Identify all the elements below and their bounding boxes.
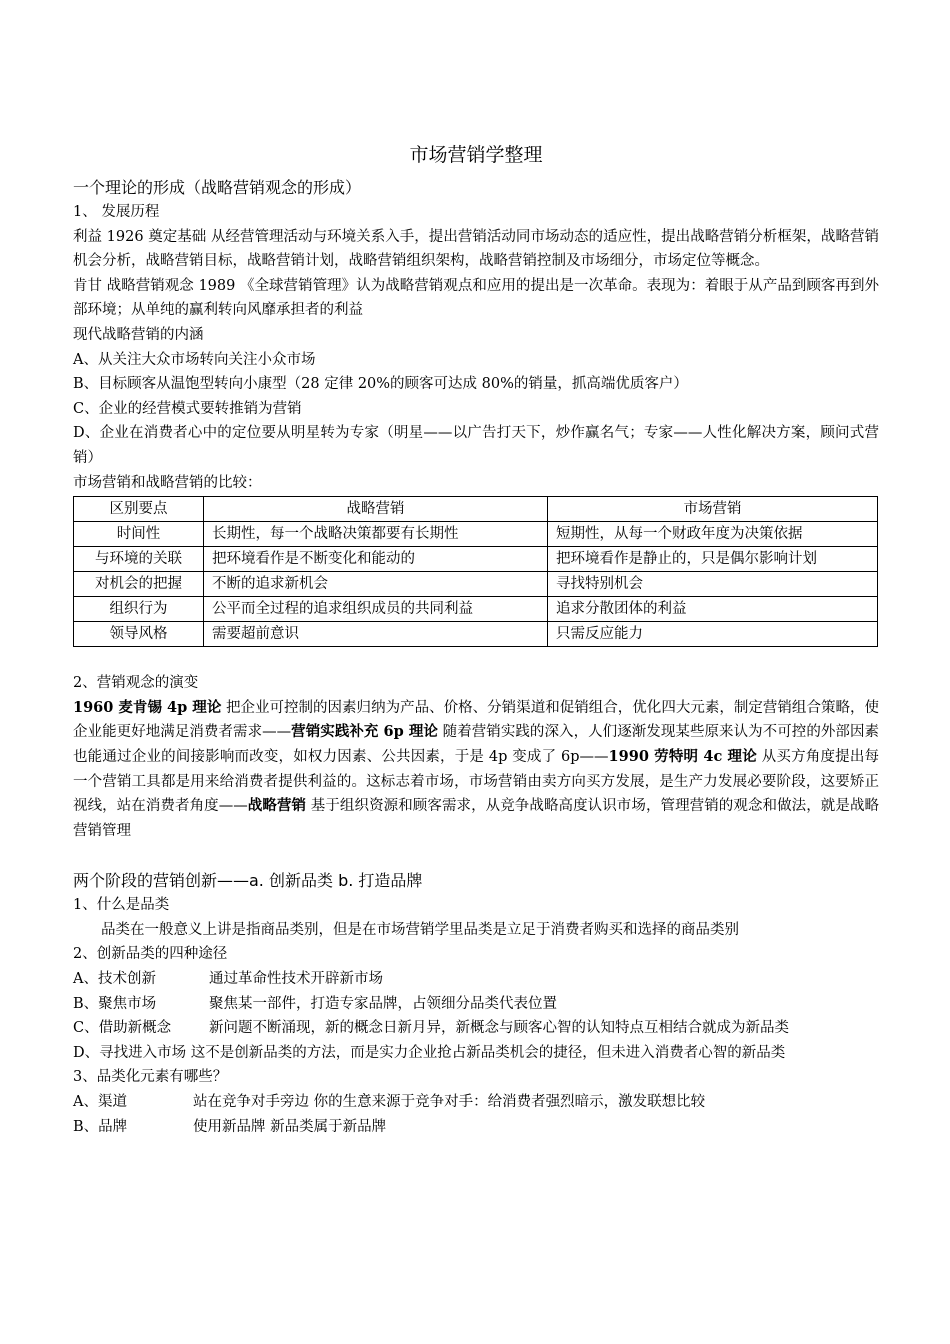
table-row [74, 572, 878, 597]
item-value: 新问题不断涌现，新的概念日新月异，新概念与顾客心智的认知特点互相结合就成为新品类 [209, 1020, 789, 1037]
table-row [74, 547, 878, 572]
bold-term: 1960 麦肯锡 4p 理论 [73, 698, 222, 716]
list-item [73, 1115, 879, 1140]
paragraph-evolution [73, 696, 879, 844]
table-row [74, 597, 878, 622]
table-row [74, 522, 878, 547]
evolution-text: 基于组织资源和顾客需求，从竞争战略高度认识市场，管理营销的观念和做法，就是战略营销管理 [73, 798, 880, 839]
item-value: 站在竞争对手旁边 你的生意来源于竞争对手：给消费者强烈暗示，激发联想比较 [193, 1094, 706, 1111]
table-cell: 时间性 [74, 522, 204, 547]
table-cell: 把环境看作是不断变化和能动的 [204, 547, 548, 572]
item-key: B、品牌 [73, 1118, 128, 1135]
item-key: C、借助新概念 [73, 1020, 172, 1037]
list-item [73, 1016, 879, 1041]
list-item: D、企业在消费者心中的定位要从明星转为专家（明星——以广告打天下，炒作赢名气；专家——人性化解决方案，顾问式营销） [73, 425, 879, 466]
table-caption: 市场营销和战略营销的比较： [73, 474, 262, 491]
subheading-development: 1、 发展历程 [73, 204, 160, 220]
section2-heading: 两个阶段的营销创新——a. 创新品类 b. 打造品牌 [73, 871, 423, 891]
table-cell: 寻找特别机会 [548, 572, 878, 597]
table-cell: 对机会的把握 [74, 572, 204, 597]
item-key: B、聚焦市场 [73, 995, 157, 1012]
spacer [73, 647, 879, 671]
table-cell: 不断的追求新机会 [204, 572, 548, 597]
comparison-table [73, 496, 878, 647]
table-cell: 追求分散团体的利益 [548, 597, 878, 622]
list-item: D、寻找进入市场 这不是创新品类的方法，而是实力企业抢占新品类机会的捷径，但未进入消费者心智的新品类 [73, 1044, 786, 1061]
paragraph-kengan: 肯甘 战略营销观念 1989 《全球营销管理》认为战略营销观点和应用的提出是一次革命。表现为：着眼于从产品到顾客再到外部环境；从单纯的赢利转向风靡承担者的利益 [73, 277, 879, 319]
question: 2、创新品类的四种途径 [73, 946, 228, 963]
evolution-text: 随着营销实践的深入，人们逐渐发现某些原来认为不可控的外部因素也能通过企业的间接影响而改变，如权力因素、公共因素，于是 4p 变成了 6p—— [73, 724, 880, 765]
list-item [73, 967, 879, 992]
table-header: 市场营销 [548, 497, 878, 522]
table-row [74, 622, 878, 647]
item-value: 聚焦某一部件，打造专家品牌，占领细分品类代表位置 [209, 995, 557, 1012]
list-item: A、从关注大众市场转向关注小众市场 [73, 351, 316, 368]
document-title: 市场营销学整理 [409, 144, 543, 166]
bold-term: 1990 劳特明 4c 理论 [608, 747, 757, 765]
table-header-row [74, 497, 878, 522]
table-cell: 短期性，从每一个财政年度为决策依据 [548, 522, 878, 547]
list-item: B、目标顾客从温饱型转向小康型（28 定律 20%的顾客可达成 80%的销量，抓高端优质客户） [73, 376, 688, 393]
table-cell: 只需反应能力 [548, 622, 878, 647]
question: 3、品类化元素有哪些？ [73, 1069, 228, 1086]
table-cell: 公平而全过程的追求组织成员的共同利益 [204, 597, 548, 622]
list-item [73, 1090, 879, 1115]
evolution-text: 从买方角度提出每一个营销工具都是用来给消费者提供利益的。这标志着市场，市场营销由卖方向买方发展，是生产力发展必要阶段，这要矫正视线，站在消费者角度—— [73, 748, 880, 815]
table-cell: 与环境的关联 [74, 547, 204, 572]
answer: 品类在一般意义上讲是指商品类别，但是在市场营销学里品类是立足于消费者购买和选择的商品类别 [101, 921, 739, 938]
item-key: A、渠道 [73, 1094, 127, 1111]
table-cell: 需要超前意识 [204, 622, 548, 647]
table-header: 区别要点 [74, 497, 204, 522]
evolution-text: 把企业可控制的因素归纳为产品、价格、分销渠道和促销组合，优化四大元素，制定营销组合策略，使企业能更好地满足消费者需求—— [73, 699, 879, 741]
table-header: 战略营销 [204, 497, 548, 522]
bold-term: 战略营销 [247, 797, 307, 815]
section1-heading: 一个理论的形成（战略营销观念的形成） [73, 178, 362, 197]
subheading-evolution: 2、营销观念的演变 [73, 675, 199, 692]
table-cell: 领导风格 [74, 622, 204, 647]
list-item [73, 992, 879, 1017]
bold-term: 营销实践补充 6p 理论 [291, 723, 438, 741]
paragraph-liyi: 利益 1926 奠定基础 从经营管理活动与环境关系入手，提出营销活动同市场动态的适应性，提出战略营销分析框架，战略营销机会分析，战略营销目标，战略营销计划，战略营销组织架构，战略营销控制及市场细分，市场定位等概念。 [73, 228, 879, 270]
item-key: A、技术创新 [73, 971, 156, 988]
list-item: C、企业的经营模式要转推销为营销 [73, 400, 302, 417]
paragraph-modern: 现代战略营销的内涵 [73, 326, 204, 343]
table-cell: 长期性，每一个战略决策都要有长期性 [204, 522, 548, 547]
item-value: 通过革命性技术开辟新市场 [209, 971, 383, 988]
item-value: 使用新品牌 新品类属于新品牌 [193, 1118, 387, 1135]
table-cell: 把环境看作是静止的，只是偶尔影响计划 [548, 547, 878, 572]
document-page [73, 140, 879, 1139]
question: 1、什么是品类 [73, 897, 170, 914]
table-cell: 组织行为 [74, 597, 204, 622]
